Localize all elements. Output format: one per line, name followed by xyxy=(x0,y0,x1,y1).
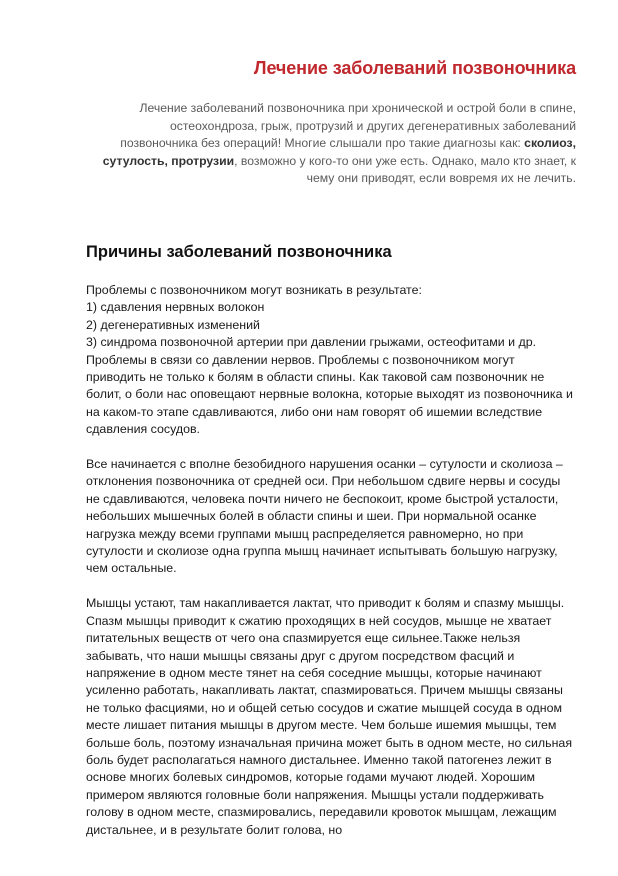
body-paragraph: Все начинается с вполне безобидного нарушения осанки – сутулости и сколиоза – отклонения позвоночника от средней оси. При небольшом сдвиге нервы и сосуды не сдавливаются, человека почти ничего не беспокоит, кроме быстрой усталости, небольших мышечных болей в области спины и шеи. При нормальной осанке нагрузка между всеми группами мышц распределяется равномерно, но при сутулости и сколиозе одна группа мышц начинает испытывать большую нагрузку, чем остальные. xyxy=(86,457,563,576)
body-paragraph: Мышцы устают, там накапливается лактат, что приводит к болям и спазму мышцы. Спазм мышцы приводит к сжатию проходящих в ней сосудов, мышце не хватает питательных веществ от чего она спазмируется еще сильнее.Также нельзя забывать, что наши мышцы связаны друг с другом посредством фасций и напряжение в одном месте тянет на себя соседние мышцы, которые начинают усиленно работать, накапливать лактат, спазмироваться. Причем мышцы связаны не только фасциями, но и общей сетью сосудов и сжатие мышцей сосуда в одном месте лишает питания мышцы в другом месте. Чем больше ишемия мышцы, тем больше боль, поэтому изначальная причина может быть в одном месте, но сильная боль будет располагаться намного дистальнее. Именно такой патогенез лежит в основе многих болевых синдромов, которые годами мучают людей. Хорошим примером являются головные боли напряжения. Мышцы устали поддерживать голову в одном месте, спазмировались, передавили кровоток мышцам, лежащим дистальнее, и в результате болит голова, но xyxy=(86,596,573,837)
list-item: 1) сдавления нервных волокон xyxy=(86,300,265,315)
intro-bold-diagnoses: сколиоз, сутулость, протрузии xyxy=(102,136,576,168)
list-item: 2) дегенеративных изменений xyxy=(86,317,260,332)
body-paragraph: Проблемы в связи со давлении нервов. Проблемы с позвоночником могут приводить не только к болям в области спины. Как таковой сам позвоночник не болит, о боли нас оповещают нервные волокна, которые выходят из позвоночника и на каком-то этапе сдавливаются, либо они нам говорят об ишемии вследствие сдавления сосудов. xyxy=(86,352,573,437)
list-item: 3) синдрома позвоночной артерии при давлении грыжами, остеофитами и др. xyxy=(86,335,537,350)
section-body xyxy=(86,282,576,856)
intro-paragraph xyxy=(100,100,576,188)
list-intro: Проблемы с позвоночником могут возникать в результате: xyxy=(86,283,422,297)
intro-text-part2: , возможно у кого-то они уже есть. Однако, мало кто знает, к чему они приводят, если вовремя их не лечить. xyxy=(234,153,576,186)
causes-list xyxy=(86,282,576,439)
intro-text-part1: Лечение заболеваний позвоночника при хронической и острой боли в спине, остеохондроза, грыж, протрузий и других дегенеративных заболеваний позвоночника без операций! Многие слышали про такие диагнозы как: xyxy=(120,101,576,151)
section-heading: Причины заболеваний позвоночника xyxy=(86,243,392,261)
page-title: Лечение заболеваний позвоночника xyxy=(253,58,576,78)
